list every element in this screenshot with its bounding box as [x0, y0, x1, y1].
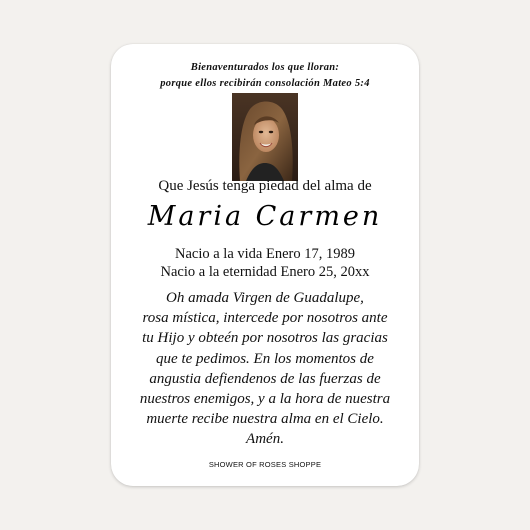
prayer-line: rosa mística, intercede por nosotros ante	[142, 310, 388, 327]
prayer-text	[111, 288, 419, 450]
prayer-card	[111, 44, 419, 486]
verse-line-2: porque ellos recibirán consolación Mateo 5:4	[160, 78, 370, 89]
birth-date: Nacio a la vida Enero 17, 1989	[175, 246, 355, 262]
prayer-line: muerte recibe nuestra alma en el Cielo.	[146, 411, 384, 428]
prayer-line: angustia defiendenos de las fuerzas de	[149, 370, 381, 387]
shop-credit: SHOWER OF ROSES SHOPPE	[208, 460, 322, 469]
intro-line: Que Jesús tenga piedad del alma de	[158, 178, 372, 194]
portrait-photo	[232, 93, 298, 181]
life-dates	[111, 245, 419, 281]
prayer-line: nuestros enemigos, y a la hora de nuestra	[139, 391, 391, 408]
prayer-line: que te pedimos. En los momentos de	[156, 350, 374, 367]
bible-verse	[111, 60, 419, 92]
portrait-image	[232, 93, 298, 181]
deceased-name: Maria Carmen	[147, 201, 383, 232]
prayer-line: Amén.	[246, 431, 284, 448]
death-date: Nacio a la eternidad Enero 25, 20xx	[160, 264, 370, 280]
verse-line-1: Bienaventurados los que lloran:	[190, 62, 340, 73]
prayer-line: tu Hijo y obteén por nosotros las gracias	[142, 330, 388, 347]
prayer-line: Oh amada Virgen de Guadalupe,	[166, 290, 364, 306]
